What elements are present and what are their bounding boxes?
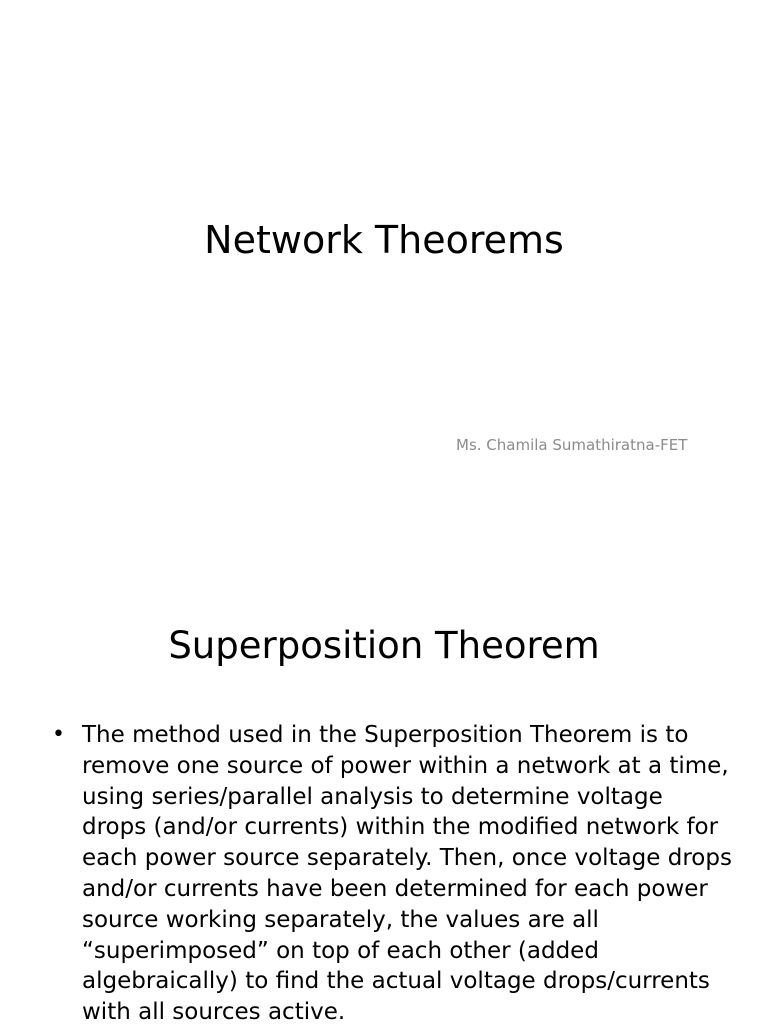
author-subtitle: Ms. Chamila Sumathiratna-FET [456,436,688,454]
bullet-marker: • [52,722,65,747]
list-item [52,720,732,1028]
presentation-title: Network Theorems [204,218,564,262]
slide-heading: Superposition Theorem [168,624,600,667]
bullet-list [52,720,732,1028]
bullet-text: The method used in the Superposition Theorem is to remove one source of power within a network at a time, using series/parallel analysis to determine voltage drops (and/or currents) within the modified network for each power source separately. Then, once voltage drops and/or currents have been determined for each power source working separately, the values are all “superimposed” on top of each other (added algebraically) to find the actual voltage drops/currents with all sources active. [82,722,732,1026]
slide-superposition [0,590,768,1024]
